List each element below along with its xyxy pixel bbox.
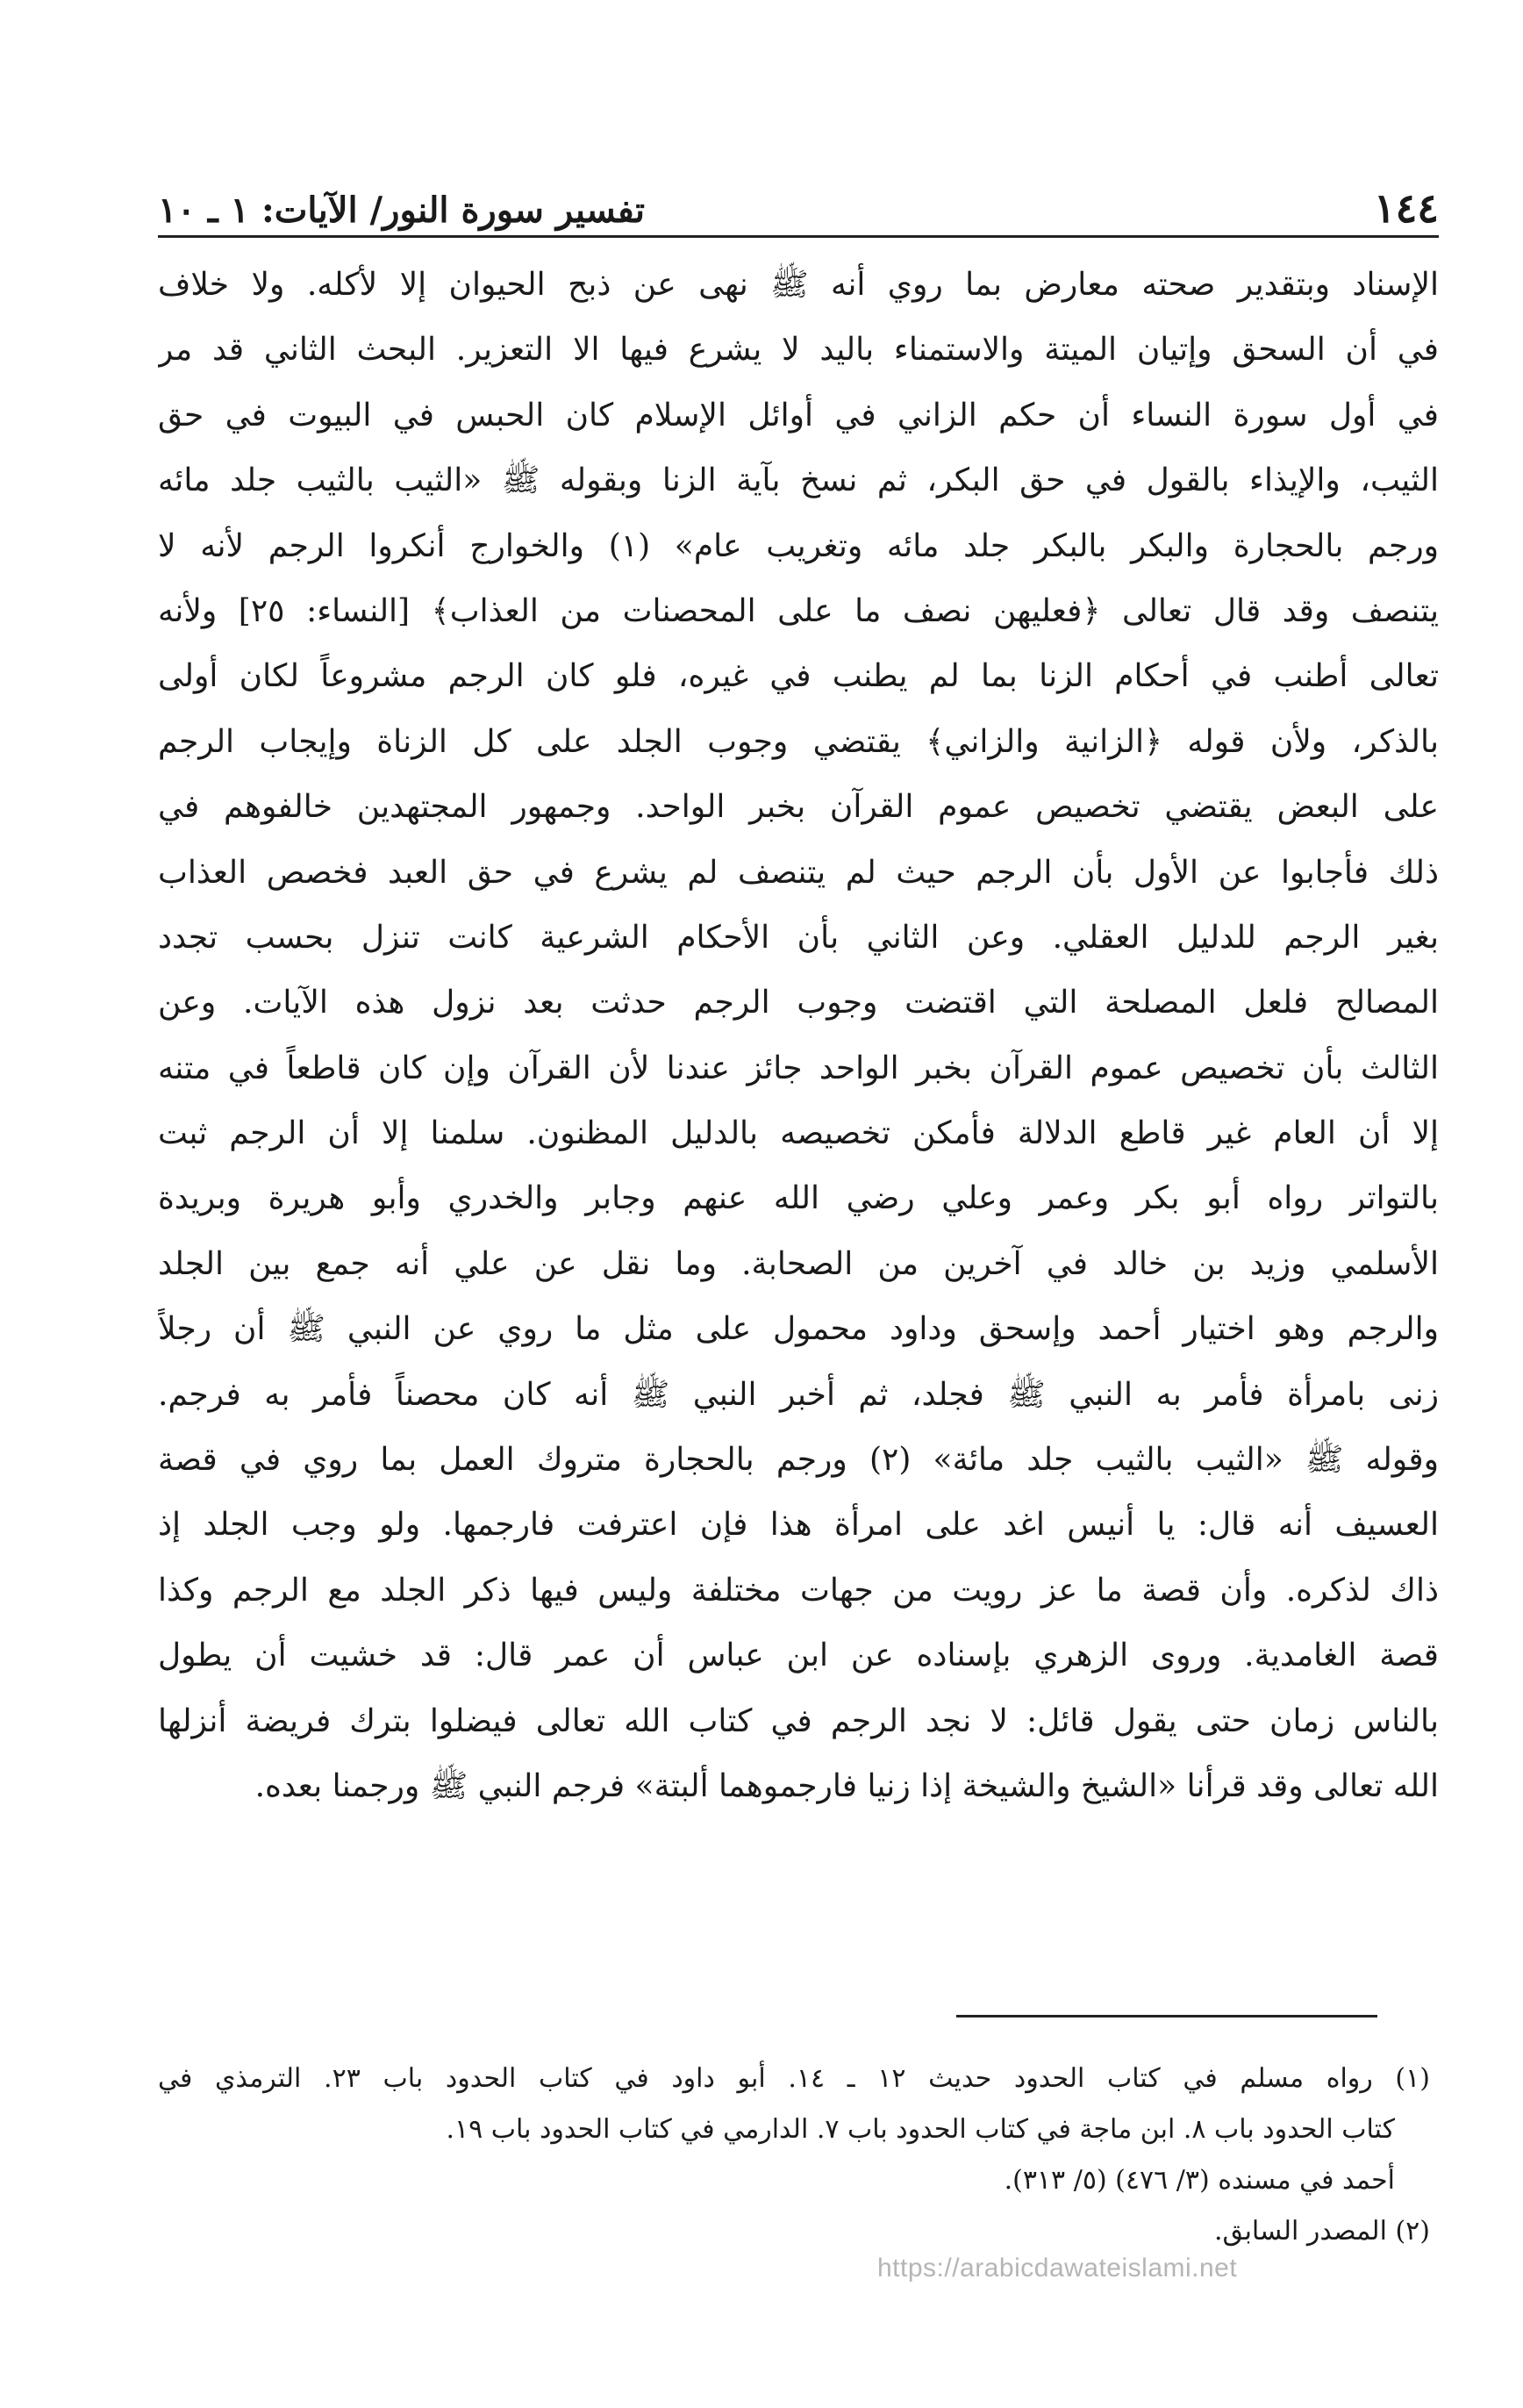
running-title: تفسير سورة النور/ الآيات: ١ ـ ١٠ (158, 190, 646, 231)
text-line: ورجم بالحجارة والبكر بالبكر جلد مائه وتغريب عام» (١) والخوارج أنكروا الرجم لأنه لا (158, 527, 1439, 564)
footnote-line: (٢) المصدر السابق. (1214, 2216, 1430, 2247)
text-line: ذاك لذكره. وأن قصة ما عز رويت من جهات مختلفة وليس فيها ذكر الجلد مع الرجم وكذا (158, 1572, 1439, 1609)
page-number: ١٤٤ (1373, 184, 1439, 232)
text-line: وقوله ﷺ «الثيب بالثيب جلد مائة» (٢) ورجم بالحجارة متروك العمل بما روي في قصة (158, 1442, 1439, 1479)
watermark-url: https://arabicdawateislami.net (877, 2254, 1238, 2283)
text-line: الأسلمي وزيد بن خالد في آخرين من الصحابة. وما نقل عن علي أنه جمع بين الجلد (158, 1245, 1439, 1282)
text-line: ذلك فأجابوا عن الأول بأن الرجم حيث لم يتنصف لم يشرع في حق العبد فخصص العذاب (158, 854, 1439, 891)
text-line: والرجم وهو اختيار أحمد وإسحق وداود محمول على مثل ما روي عن النبي ﷺ أن رجلاً (158, 1311, 1439, 1348)
footnotes (158, 2053, 1430, 2257)
text-line: الثالث بأن تخصيص عموم القرآن بخبر الواحد جائز عندنا لأن القرآن وإن كان قاطعاً في متنه (158, 1050, 1439, 1086)
text-line: الإسناد وبتقدير صحته معارض بما روي أنه ﷺ نهى عن ذبح الحيوان إلا لأكله. ولا خلاف (158, 267, 1439, 303)
footnote-separator (956, 2015, 1377, 2017)
text-line: الثيب، والإيذاء بالقول في حق البكر، ثم نسخ بآية الزنا وبقوله ﷺ «الثيب بالثيب جلد مائه (158, 462, 1439, 499)
text-line: تعالى أطنب في أحكام الزنا بما لم يطنب في غيره، فلو كان الرجم مشروعاً لكان أولى (158, 658, 1439, 695)
main-text (158, 253, 1439, 1819)
text-line: بالناس زمان حتى يقول قائل: لا نجد الرجم في كتاب الله تعالى فيضلوا بترك فريضة أنزلها (158, 1702, 1439, 1739)
text-line: بالتواتر رواه أبو بكر وعمر وعلي رضي الله عنهم وجابر والخدري وأبو هريرة وبريدة (158, 1180, 1439, 1217)
text-line: بالذكر، ولأن قوله ﴿الزانية والزاني﴾ يقتضي وجوب الجلد على كل الزناة وإيجاب الرجم (158, 723, 1439, 760)
text-line: قصة الغامدية. وروى الزهري بإسناده عن ابن عباس أن عمر قال: قد خشيت أن يطول (158, 1638, 1439, 1674)
text-line: إلا أن العام غير قاطع الدلالة فأمكن تخصيصه بالدليل المظنون. سلمنا إلا أن الرجم ثبت (158, 1115, 1439, 1152)
footnote-line: أحمد في مسنده (٣/ ٤٧٦) (٥/ ٣١٣). (1004, 2165, 1395, 2196)
text-line: الله تعالى وقد قرأنا «الشيخ والشيخة إذا زنيا فارجموهما ألبتة» فرجم النبي ﷺ ورجمنا بعده. (254, 1767, 1439, 1804)
text-line: على البعض يقتضي تخصيص عموم القرآن بخبر الواحد. وجمهور المجتهدين خالفوهم في (158, 789, 1439, 826)
footnote-line: كتاب الحدود باب ٨. ابن ماجة في كتاب الحدود باب ٧. الدارمي في كتاب الحدود باب ١٩. (446, 2114, 1395, 2145)
text-line: بغير الرجم للدليل العقلي. وعن الثاني بأن الأحكام الشرعية كانت تنزل بحسب تجدد (158, 919, 1439, 956)
text-line: في أن السحق وإتيان الميتة والاستمناء باليد لا يشرع فيها الا التعزير. البحث الثاني قد مر (158, 332, 1439, 369)
text-line: العسيف أنه قال: يا أنيس اغد على امرأة هذا فإن اعترفت فارجمها. ولو وجب الجلد إذ (158, 1507, 1439, 1544)
header-rule (158, 235, 1439, 238)
page-header (158, 167, 1439, 232)
text-line: المصالح فلعل المصلحة التي اقتضت وجوب الرجم حدثت بعد نزول هذه الآيات. وعن (158, 985, 1439, 1021)
text-line: في أول سورة النساء أن حكم الزاني في أوائل الإسلام كان الحبس في البيوت في حق (158, 397, 1439, 434)
footnote-line: (١) رواه مسلم في كتاب الحدود حديث ١٢ ـ ١٤. أبو داود في كتاب الحدود باب ٢٣. الترمذي في (158, 2063, 1430, 2094)
text-line: زنى بامرأة فأمر به النبي ﷺ فجلد، ثم أخبر النبي ﷺ أنه كان محصناً فأمر به فرجم. (158, 1376, 1439, 1413)
text-line: يتنصف وقد قال تعالى ﴿فعليهن نصف ما على المحصنات من العذاب﴾ [النساء: ٢٥] ولأنه (158, 592, 1439, 629)
